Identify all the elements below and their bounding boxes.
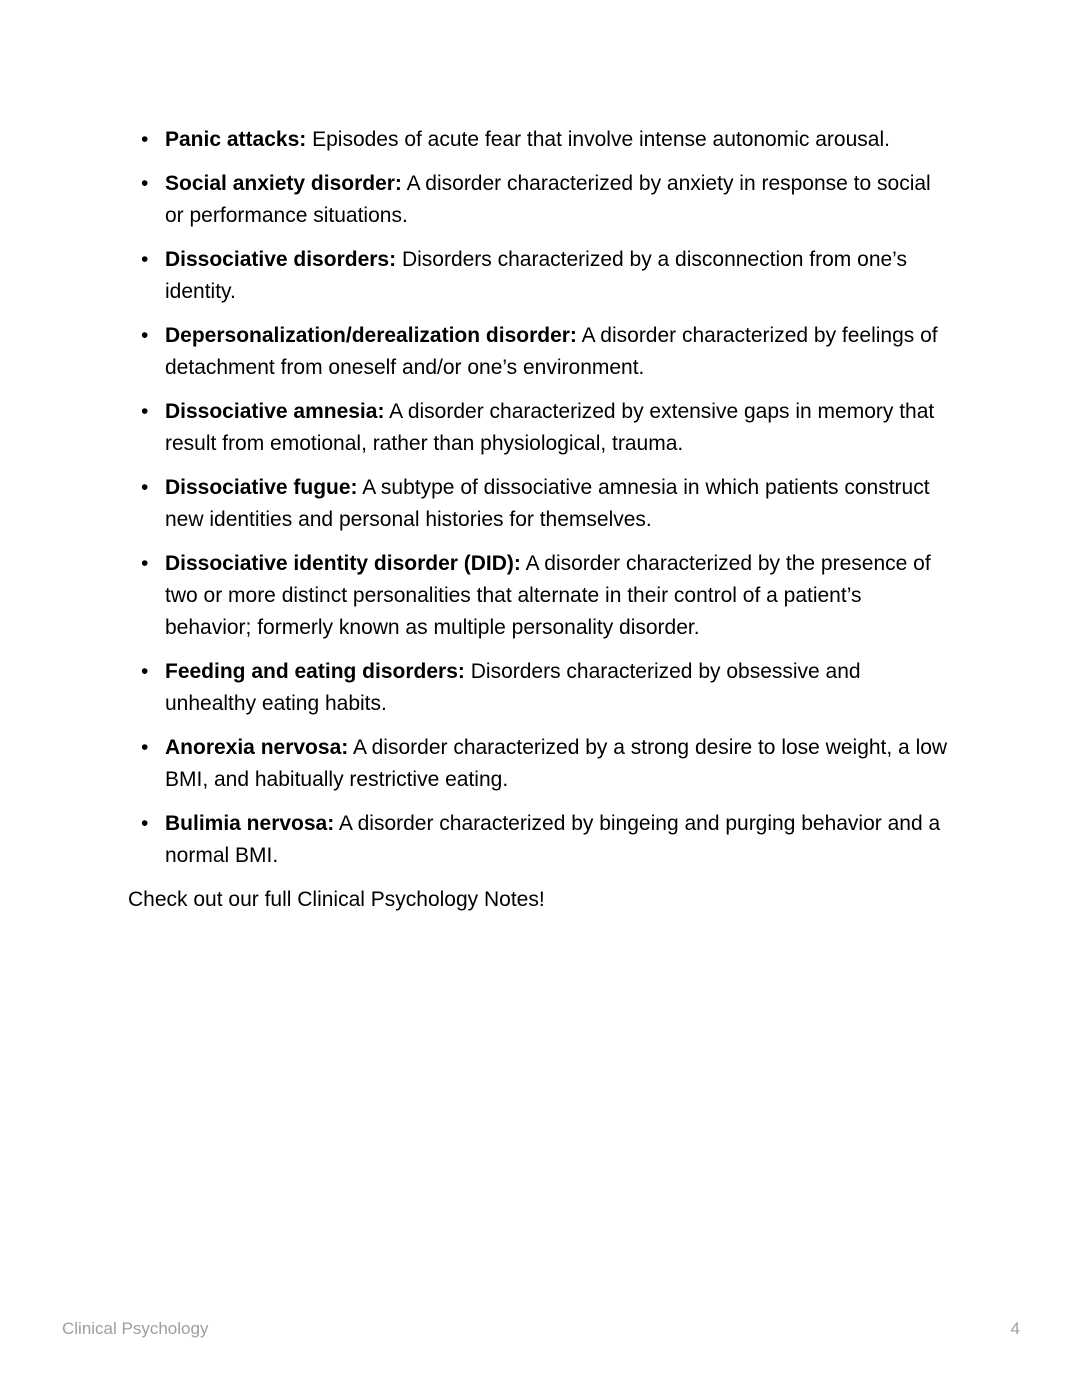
term-label: Dissociative fugue:: [165, 476, 358, 499]
footer-page-number: 4: [1010, 1319, 1020, 1338]
list-item: [128, 396, 952, 460]
term-label: Bulimia nervosa:: [165, 812, 335, 835]
term-label: Feeding and eating disorders:: [165, 660, 465, 683]
list-item: [128, 320, 952, 384]
term-label: Anorexia nervosa:: [165, 736, 349, 759]
term-label: Social anxiety disorder:: [165, 172, 402, 195]
term-definition: Disorders characterized by obsessive and unhealthy eating habits.: [165, 660, 861, 715]
bullet-marker: [141, 320, 148, 352]
page-content: [128, 124, 952, 916]
bullet-marker: [141, 124, 148, 156]
bullet-marker: [141, 732, 148, 764]
term-definition: A disorder characterized by anxiety in response to social or performance situations.: [165, 172, 931, 227]
term-definition: A disorder characterized by a strong desire to lose weight, a low BMI, and habitually restrictive eating.: [165, 736, 948, 791]
term-definition: Episodes of acute fear that involve intense autonomic arousal.: [312, 128, 890, 151]
term-label: Panic attacks:: [165, 128, 307, 151]
list-item: [128, 124, 952, 156]
term-label: Depersonalization/derealization disorder:: [165, 324, 577, 347]
page-footer: [62, 1318, 1020, 1340]
closing-line: Check out our full Clinical Psychology Notes!: [128, 888, 545, 911]
list-item: [128, 472, 952, 536]
term-definition: A disorder characterized by bingeing and purging behavior and a normal BMI.: [165, 812, 941, 867]
bullet-marker: [141, 656, 148, 688]
list-item: [128, 168, 952, 232]
list-item: [128, 732, 952, 796]
term-definition: Disorders characterized by a disconnection from one’s identity.: [165, 248, 907, 303]
footer-document-title: Clinical Psychology: [62, 1319, 209, 1338]
bullet-marker: [141, 472, 148, 504]
list-item: [128, 808, 952, 872]
bullet-marker: [141, 168, 148, 200]
list-item: [128, 244, 952, 308]
bullet-marker: [141, 396, 148, 428]
bullet-marker: [141, 548, 148, 580]
term-label: Dissociative disorders:: [165, 248, 397, 271]
term-definition: A disorder characterized by extensive gaps in memory that result from emotional, rather than physiological, trauma.: [165, 400, 935, 455]
term-definition: A subtype of dissociative amnesia in which patients construct new identities and personal histories for themselves.: [165, 476, 930, 531]
bullet-marker: [141, 808, 148, 840]
list-item: [128, 656, 952, 720]
term-label: Dissociative identity disorder (DID):: [165, 552, 521, 575]
term-definition: A disorder characterized by the presence of two or more distinct personalities that alternate in their control of a patient’s behavior; formerly known as multiple personality disorder.: [165, 552, 931, 639]
bullet-marker: [141, 244, 148, 276]
list-item: [128, 548, 952, 644]
term-label: Dissociative amnesia:: [165, 400, 385, 423]
term-list: [128, 124, 952, 872]
term-definition: A disorder characterized by feelings of detachment from oneself and/or one’s environment.: [165, 324, 938, 379]
